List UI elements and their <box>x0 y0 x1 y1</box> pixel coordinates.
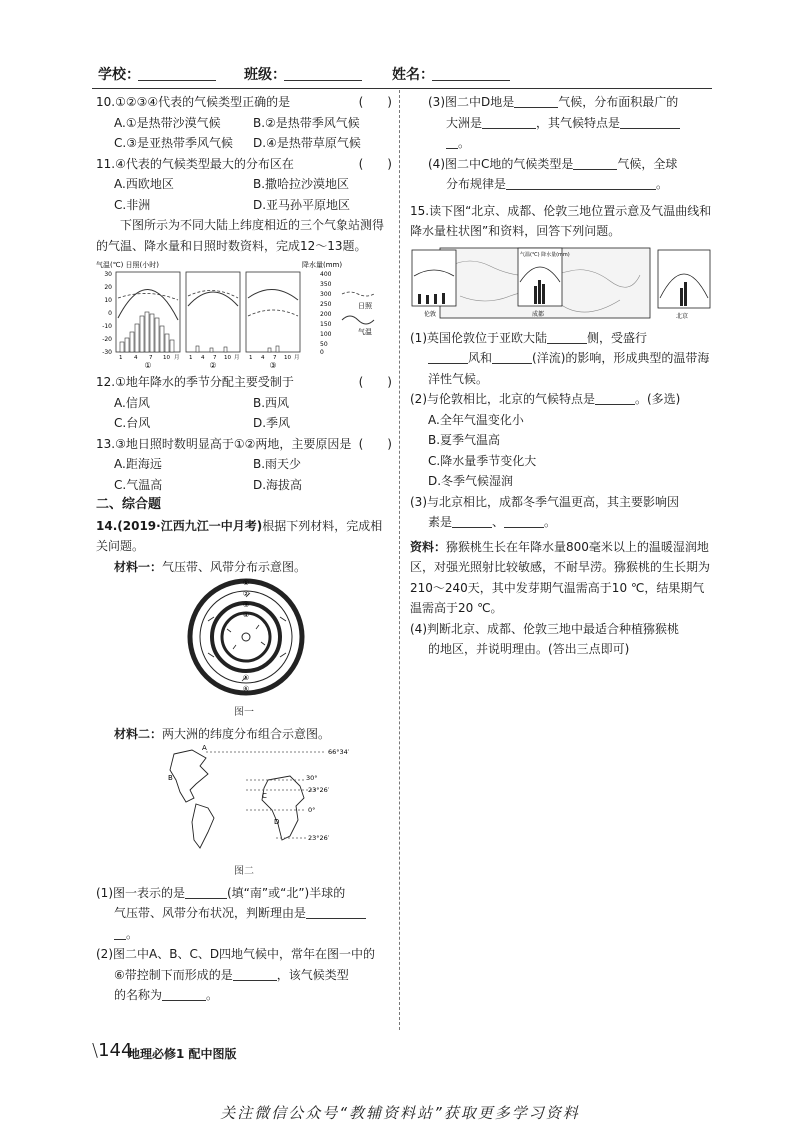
lt-6: -30 <box>102 349 112 356</box>
q15-option-a[interactable]: A.全年气温变化小 <box>428 412 524 427</box>
q15-sub1-a: (1)英国伦敦位于亚欧大陆 <box>410 330 547 345</box>
lt-4: -10 <box>102 323 112 330</box>
p2-bar <box>210 348 213 352</box>
q15-sub1-blank3[interactable] <box>492 350 532 364</box>
q13-stem: 13.③地日照时数明显高于①②两地，主要原因是 <box>96 436 352 451</box>
chart-left-axis-title: 气温(℃) 日照(小时) <box>96 261 160 269</box>
q11-options-row1 <box>96 174 392 195</box>
panel-2-frame <box>186 272 240 352</box>
london-bar <box>426 295 429 304</box>
q15-option-d[interactable]: D.冬季气候湿润 <box>428 474 514 488</box>
q13-options-row1 <box>96 454 392 475</box>
lt-2: 10 <box>104 297 112 304</box>
p3-bar <box>268 348 271 352</box>
p1-bar <box>145 312 149 352</box>
book-title: 地理必修1 配中图版 <box>128 1047 237 1061</box>
q12-13-intro: 下图所示为不同大陆上纬度相近的三个气象站测得的气温、降水量和日照时数资料，完成12～13题。 <box>96 218 385 253</box>
climate-charts <box>96 258 392 370</box>
q14-sub1-blank2[interactable] <box>306 905 366 919</box>
material-body: 猕猴桃生长在年降水量800毫米以上的温暖湿润地区，对强光照射比较敏感，不耐旱涝。猕猴桃的生长期为210～240天，其中发芽期气温需高于10 ℃，结果期气温需高于20 ℃。 <box>410 539 711 615</box>
p1-bar <box>160 326 164 352</box>
footer-banner: 关注微信公众号“教辅资料站”获取更多学习资料 <box>220 1104 580 1122</box>
q10 <box>96 92 392 113</box>
q14-sub1-c: 气压带、风带分布状况，判断理由是 <box>114 906 307 920</box>
xt: 4 <box>201 355 205 361</box>
q10-option-a[interactable]: A.①是热带沙漠气候 <box>114 115 221 130</box>
q14-sub1-d: 。 <box>126 926 139 941</box>
p1-bar <box>155 318 159 352</box>
legend-temp-label: 气温 <box>358 328 372 336</box>
q15-sub4-line2: 的地区，并说明理由。(答出三点即可) <box>428 642 630 656</box>
legend-temp-line <box>342 316 374 324</box>
lt-0: 30 <box>104 271 112 278</box>
q15-sub4: (4)判断北京、成都、伦敦三地中最适合种植猕猴桃 <box>410 621 679 636</box>
fig1-label-5: ⑤ <box>242 674 250 682</box>
q15-sub1-b: 侧，受盛行 <box>587 330 648 345</box>
q14-sub2-blank2[interactable] <box>162 987 206 1001</box>
q14-sub4-d: 。 <box>656 177 669 191</box>
q13-option-b[interactable]: B.雨天少 <box>253 457 302 471</box>
figure-1-caption: 图一 <box>234 707 254 718</box>
q15-sub3-d: 。 <box>544 515 557 529</box>
q15-stem: 15.读下图“北京、成都、伦敦三地位置示意及气温曲线和降水量柱状图”和资料，回答下列问题。 <box>410 203 712 238</box>
q12-option-c[interactable]: C.台风 <box>114 416 151 430</box>
q12-option-a[interactable]: A.信风 <box>114 395 150 410</box>
q14-sub4-a: (4)图二中C地的气候类型是 <box>428 156 574 171</box>
q12-stem: 12.①地年降水的季节分配主要受制于 <box>96 375 294 389</box>
q15-sub3: (3)与北京相比，成都冬季气温更高，其主要影响因 <box>410 494 679 509</box>
fig1-label-3: ③ <box>242 601 250 609</box>
point-d: D <box>274 818 280 826</box>
q15-sub1-c: 风和 <box>468 351 493 365</box>
q12-options-row1 <box>96 393 392 414</box>
q11-option-b[interactable]: B.撒哈拉沙漠地区 <box>253 177 350 191</box>
q14-sub2-line3 <box>96 985 392 1006</box>
q15-sub1-line3: 洋性气候。 <box>428 371 489 386</box>
q14-intro <box>96 516 392 557</box>
q10-paren[interactable]: ( ) <box>358 95 392 109</box>
material-1 <box>96 557 392 578</box>
south-america-shape <box>192 804 214 848</box>
material-1-label: 材料一： <box>114 559 163 574</box>
right-column <box>410 92 712 660</box>
q12-paren[interactable]: ( ) <box>358 375 392 389</box>
x-ticks <box>119 353 300 361</box>
panel-3-label: ③ <box>269 361 277 370</box>
q14-sub3-blank3[interactable] <box>620 115 680 129</box>
q14-sub2-c: ，该气候类型 <box>276 967 349 982</box>
q14-stem: 根据下列材料，完成相关问题。 <box>96 518 383 553</box>
london-bar <box>434 294 437 304</box>
xt: 10 <box>224 355 231 361</box>
q15-map-figure <box>410 246 712 324</box>
chengdu-bar <box>534 286 537 304</box>
panel-3-sun-curve <box>248 310 298 316</box>
class-blank[interactable] <box>284 80 362 81</box>
q15-sub1-line2 <box>410 348 712 369</box>
lat-label-2326n: 23°26′ <box>308 786 330 794</box>
q14-sub1-blank3[interactable] <box>114 926 126 940</box>
q14-sub4-blank1[interactable] <box>573 156 617 170</box>
right-ticks <box>320 271 332 356</box>
q14-sub4-blank2[interactable] <box>506 176 656 190</box>
material-text <box>410 537 712 619</box>
point-a: A <box>202 744 207 752</box>
q12 <box>96 372 392 393</box>
q15-sub2-end: 。(多选) <box>635 392 681 406</box>
q14-sub4-c: 分布规律是 <box>446 177 507 191</box>
chart-right-axis-title: 降水量(mm) <box>302 261 343 269</box>
q14-sub2-e: 。 <box>206 988 219 1002</box>
legend-sun-label: 日照 <box>358 302 372 310</box>
q14-sub1-line3 <box>96 924 392 945</box>
q14-sub2-blank1[interactable] <box>233 967 277 981</box>
fig1-label-4: ④ <box>242 611 250 619</box>
header-rule <box>92 88 712 89</box>
material-label: 资料： <box>410 539 447 554</box>
q15-sub3-b: 素是 <box>428 515 453 529</box>
xt: 4 <box>134 355 138 361</box>
panel-3-frame <box>246 272 300 352</box>
q15-sub1 <box>410 328 712 349</box>
panel-3-temp-curve <box>248 289 298 300</box>
london-bar <box>442 293 445 304</box>
chart-legend <box>342 292 374 336</box>
school-blank[interactable] <box>138 80 216 81</box>
lat-label-2326s: 23°26′ <box>308 834 330 842</box>
q11-option-d[interactable]: D.亚马孙平原地区 <box>253 197 351 212</box>
xt: 1 <box>249 355 253 361</box>
q14-source: 14.(2019·江西九江一中月考) <box>96 518 263 533</box>
material-2-label: 材料二： <box>114 726 163 741</box>
column-divider <box>399 90 400 1030</box>
rt-2: 300 <box>320 291 332 298</box>
rt-0: 400 <box>320 271 332 278</box>
rt-1: 350 <box>320 281 332 288</box>
class-label: 班级： <box>244 67 286 83</box>
london-bar <box>418 294 421 304</box>
rt-8: 0 <box>320 349 324 356</box>
q13-options-row2 <box>96 475 392 496</box>
ring-4 <box>222 613 270 661</box>
q14-sub2-b: ⑥带控制下而形成的是 <box>114 967 233 982</box>
name-label: 姓名： <box>392 67 434 83</box>
legend-sun-line <box>342 292 374 296</box>
xt: 1 <box>189 355 193 361</box>
chengdu-label: 成都 <box>532 310 545 318</box>
fig1-labels <box>243 579 249 693</box>
lt-1: 20 <box>104 284 112 291</box>
p3-bar <box>276 346 279 352</box>
london-label: 伦敦 <box>424 310 437 318</box>
figure-2-caption: 图二 <box>234 866 254 877</box>
q14-sub4-b: 气候，全球 <box>617 156 678 171</box>
school-label: 学校： <box>98 67 140 83</box>
q15-sub3-blank1[interactable] <box>452 514 492 528</box>
q13-paren[interactable]: ( ) <box>358 436 392 451</box>
q14-sub3-blank4[interactable] <box>446 135 458 149</box>
material-2-text: 两大洲的纬度分布组合示意图。 <box>162 726 331 741</box>
q14-sub3-b: 气候，分布面积最广的 <box>558 95 679 109</box>
xt: 1 <box>119 355 123 361</box>
q10-options-row1 <box>96 113 392 134</box>
q14-sub1 <box>96 883 392 904</box>
q14-sub4-line2 <box>410 174 712 195</box>
point-b: B <box>168 774 173 782</box>
xt: 4 <box>261 355 265 361</box>
figure-2 <box>96 744 392 862</box>
material-1-text: 气压带、风带分布示意图。 <box>162 559 307 574</box>
q14-sub3-a: (3)图二中D地是 <box>428 95 515 109</box>
q14-sub3-line3 <box>410 133 712 154</box>
xt: 月 <box>234 355 240 361</box>
q14-sub2-d: 的名称为 <box>114 988 163 1002</box>
q13-option-a[interactable]: A.距海远 <box>114 457 162 471</box>
panel-1-sun-curve <box>118 293 178 300</box>
q14-sub2-a: (2)图二中A、B、C、D四地气候中，常年在图一中的 <box>96 947 376 961</box>
lat-label-6634: 66°34′ <box>328 748 350 756</box>
q15-option-c[interactable]: C.降水量季节变化大 <box>428 453 537 468</box>
q12-option-b[interactable]: B.西风 <box>253 395 290 410</box>
q15-sub2 <box>410 389 712 410</box>
q14-sub2-line2 <box>96 965 392 986</box>
panel-1 <box>116 272 180 370</box>
q11-option-a[interactable]: A.西欧地区 <box>114 177 174 191</box>
q11-option-c[interactable]: C.非洲 <box>114 197 151 212</box>
q15-option-b[interactable]: B.夏季气温高 <box>428 433 501 447</box>
q15-sub1-blank1[interactable] <box>547 330 587 344</box>
xt: 10 <box>284 355 291 361</box>
xt: 月 <box>294 355 300 361</box>
q13-option-c[interactable]: C.气温高 <box>114 477 163 492</box>
material-2 <box>96 724 392 745</box>
q14-sub3-line2 <box>410 113 712 134</box>
beijing-inset <box>658 250 710 320</box>
p1-bar <box>120 342 124 352</box>
q10-option-c[interactable]: C.③是亚热带季风气候 <box>114 136 233 150</box>
panel-2-label: ② <box>209 361 217 370</box>
q15-sub3-line2 <box>410 512 712 533</box>
chengdu-bar <box>542 284 545 304</box>
fig2-lat-labels <box>306 748 350 842</box>
q15-sub2-stem: (2)与伦敦相比，北京的气候特点是 <box>410 392 595 406</box>
q11 <box>96 154 392 175</box>
q11-options-row2 <box>96 195 392 216</box>
q10-stem: 10.①②③④代表的气候类型正确的是 <box>96 95 291 109</box>
section-2-heading: 二、综合题 <box>96 497 162 512</box>
q14-sub1-line2 <box>96 903 392 924</box>
q10-options-row2 <box>96 133 392 154</box>
lt-3: 0 <box>108 310 112 317</box>
q13-option-d[interactable]: D.海拔高 <box>253 477 303 492</box>
p1-bar <box>140 316 144 352</box>
rt-3: 250 <box>320 301 332 308</box>
q14-sub2 <box>96 944 392 965</box>
lat-label-0: 0° <box>308 806 316 814</box>
q12-options-row2 <box>96 413 392 434</box>
map-axis-title: 气温(℃) 降水量(mm) <box>520 251 570 258</box>
page-number-value: 144 <box>98 1040 133 1061</box>
panel-2-temp-curve <box>188 292 238 306</box>
fig1-label-1: ① <box>242 579 250 587</box>
q14-sub1-a: (1)图一表示的是 <box>96 885 185 900</box>
beijing-label: 北京 <box>676 312 689 320</box>
panel-1-label: ① <box>144 361 152 370</box>
q14-sub3 <box>410 92 712 113</box>
q14-sub4 <box>410 154 712 175</box>
q14-sub3-c: 大洲是 <box>446 115 483 130</box>
p2-bar <box>196 346 199 352</box>
xt: 7 <box>273 355 277 361</box>
q10-option-d[interactable]: D.④是热带草原气候 <box>253 136 361 150</box>
p1-bar <box>170 340 174 352</box>
p1-bar <box>130 332 134 352</box>
q15-sub3-blank2[interactable] <box>504 514 544 528</box>
q15-sub1-blank2[interactable] <box>428 350 468 364</box>
xt: 7 <box>149 355 153 361</box>
q12-option-d[interactable]: D.季风 <box>253 416 291 430</box>
q11-paren[interactable]: ( ) <box>358 156 392 171</box>
xt: 7 <box>213 355 217 361</box>
q14-sub3-blank2[interactable] <box>482 115 536 129</box>
north-america-shape <box>170 750 208 802</box>
p1-bar <box>150 314 154 352</box>
name-blank[interactable] <box>432 80 510 81</box>
q14-sub3-blank1[interactable] <box>514 94 558 108</box>
p1-bar <box>125 338 129 352</box>
lt-5: -20 <box>102 336 112 343</box>
q14-sub1-b: (填“南”或“北”)半球的 <box>227 885 346 900</box>
rt-4: 200 <box>320 311 332 318</box>
p2-bar <box>224 347 227 352</box>
q14-sub3-d: ，其气候特点是 <box>536 115 621 130</box>
xt: 月 <box>174 355 180 361</box>
rt-7: 50 <box>320 341 328 348</box>
beijing-bar <box>680 288 683 306</box>
p1-bar <box>135 324 139 352</box>
q15-sub1-d: (洋流)的影响，形成典型的温带海 <box>532 351 710 365</box>
chengdu-bar <box>538 280 541 304</box>
fig1-label-2: ② <box>242 590 250 598</box>
rt-5: 150 <box>320 321 332 328</box>
q13 <box>96 434 392 455</box>
africa-shape <box>262 776 304 840</box>
beijing-bar <box>684 282 687 306</box>
pole <box>242 633 250 641</box>
rt-6: 100 <box>320 331 332 338</box>
q14-sub1-blank1[interactable] <box>185 885 227 899</box>
q14-sub3-e: 。 <box>458 136 471 150</box>
header <box>0 64 800 88</box>
xt: 10 <box>163 355 170 361</box>
p1-bar <box>165 334 169 352</box>
q10-option-b[interactable]: B.②是热带季风气候 <box>253 115 360 130</box>
q15-sub3-c: 、 <box>492 515 505 529</box>
figure-1 <box>96 577 392 703</box>
q15-sub2-blank[interactable] <box>595 391 635 405</box>
page-number: \144 <box>92 1040 133 1061</box>
left-column <box>96 92 392 1006</box>
q11-stem: 11.④代表的气候类型最大的分布区在 <box>96 156 294 171</box>
fig1-label-6: ⑥ <box>242 685 250 693</box>
lat-label-30: 30° <box>306 774 318 782</box>
left-ticks <box>102 271 112 356</box>
point-c: C <box>262 792 267 800</box>
